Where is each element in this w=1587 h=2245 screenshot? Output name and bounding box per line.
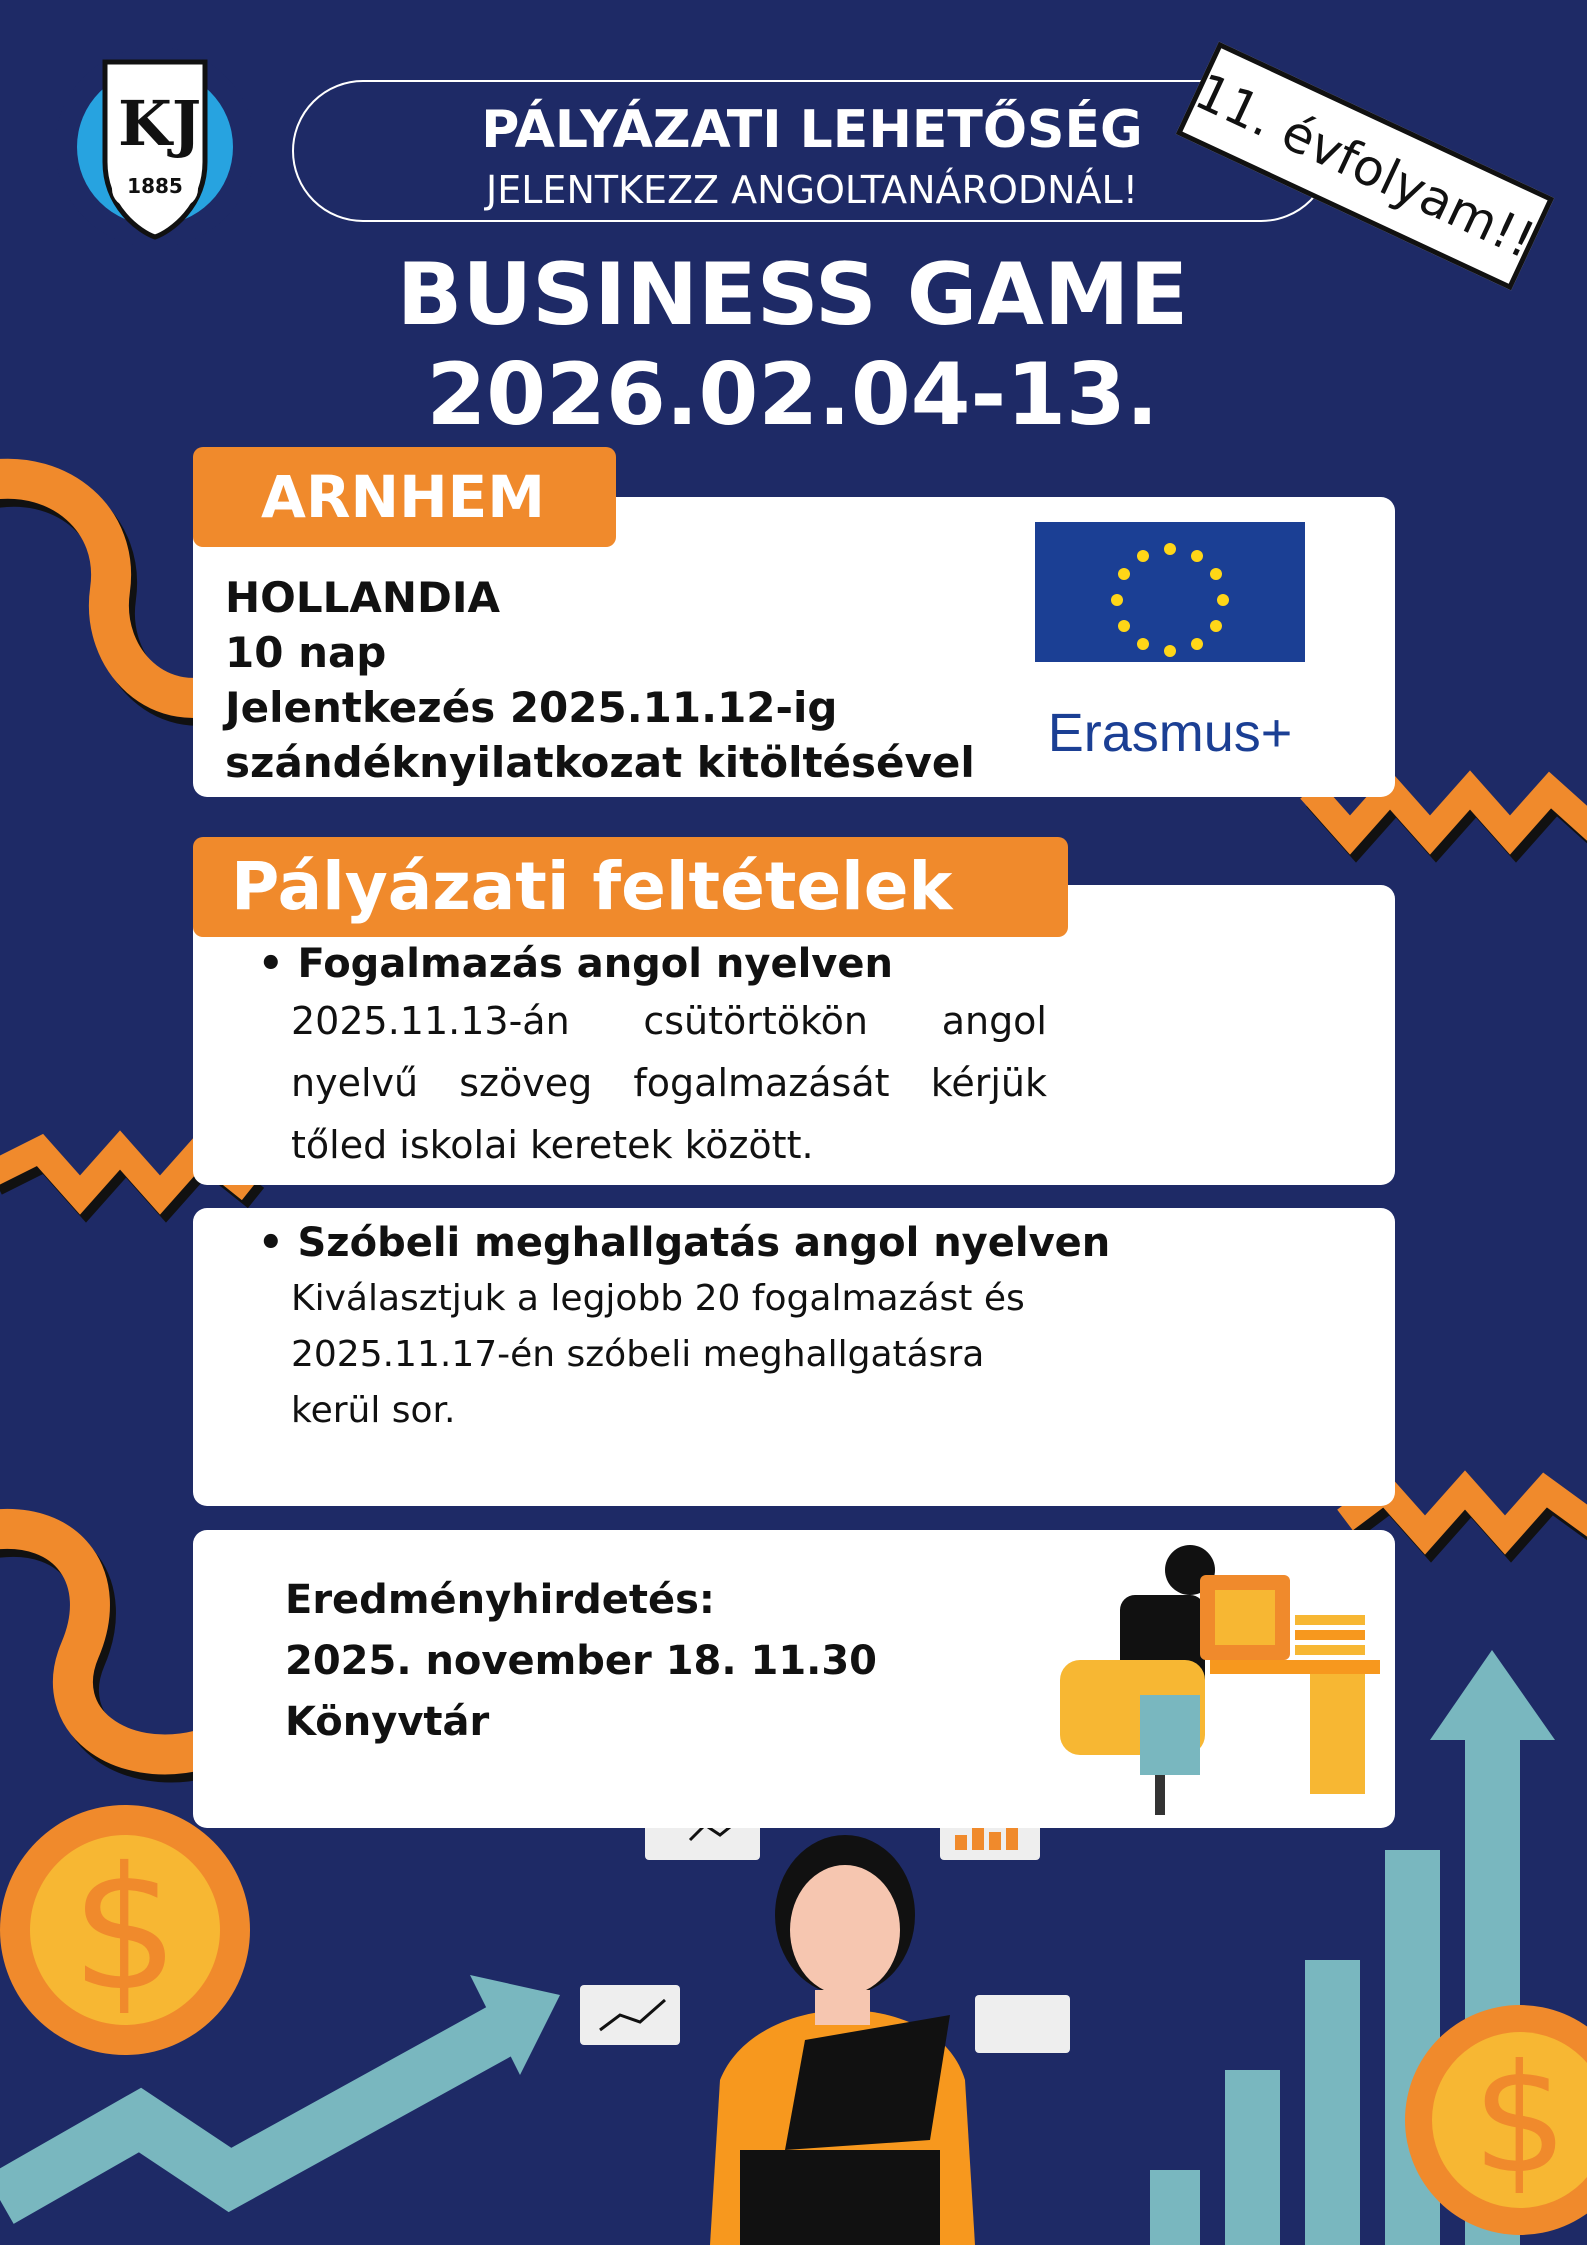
desk-worker-illustration	[1060, 1535, 1380, 1825]
event-name: BUSINESS GAME	[396, 245, 1189, 345]
woman-illustration	[710, 1835, 975, 2245]
destination-deadline: Jelentkezés 2025.11.12-ig	[225, 683, 838, 732]
destination-city-tab	[193, 447, 616, 547]
destination-city: ARNHEM	[261, 463, 545, 531]
erasmus-label: Erasmus+	[1047, 703, 1293, 763]
condition-1-heading-text: Fogalmazás angol nyelven	[297, 941, 893, 987]
condition-2-heading	[258, 1217, 1110, 1269]
dollar-icon: $	[70, 1831, 180, 2029]
header-subtitle: JELENTKEZZ ANGOLTANÁRODNÁL!	[486, 168, 1138, 212]
destination-method: szándéknyilatkozat kitöltésével	[225, 738, 975, 787]
destination-country: HOLLANDIA	[225, 573, 501, 622]
logo-letters: KJ	[118, 87, 202, 160]
results-line-3: Könyvtár	[285, 1699, 490, 1745]
bullet-icon: •	[258, 941, 298, 987]
results-line-2: 2025. november 18. 11.30	[285, 1638, 878, 1684]
header-title: PÁLYÁZATI LEHETŐSÉG	[481, 100, 1143, 160]
eu-flag-icon	[1035, 522, 1305, 662]
conditions-title-tab	[193, 837, 1068, 937]
condition-2-text: Kiválasztjuk a legjobb 20 fogalmazást és 2025.11.17-én szóbeli meghallgatásra kerül sor.	[291, 1278, 1025, 1431]
results-line-1: Eredményhirdetés:	[285, 1577, 715, 1623]
condition-2-heading-text: Szóbeli meghallgatás angol nyelven	[297, 1220, 1111, 1266]
bullet-icon: •	[258, 1220, 298, 1266]
condition-1-heading	[258, 938, 893, 990]
conditions-title: Pályázati feltételek	[231, 848, 953, 925]
condition-1-text: 2025.11.13-án csütörtökön angol nyelvű szöveg fogalmazását kérjük tőled iskolai keretek között.	[291, 999, 1047, 1167]
dollar-icon: $	[1472, 2033, 1568, 2207]
destination-duration: 10 nap	[225, 628, 387, 677]
event-dates: 2026.02.04-13.	[426, 345, 1159, 445]
erasmus-logo	[1035, 522, 1305, 772]
school-logo	[50, 42, 260, 252]
logo-year: 1885	[127, 174, 183, 198]
grade-sticker-text: 11. évfolyam!!	[1186, 62, 1544, 270]
